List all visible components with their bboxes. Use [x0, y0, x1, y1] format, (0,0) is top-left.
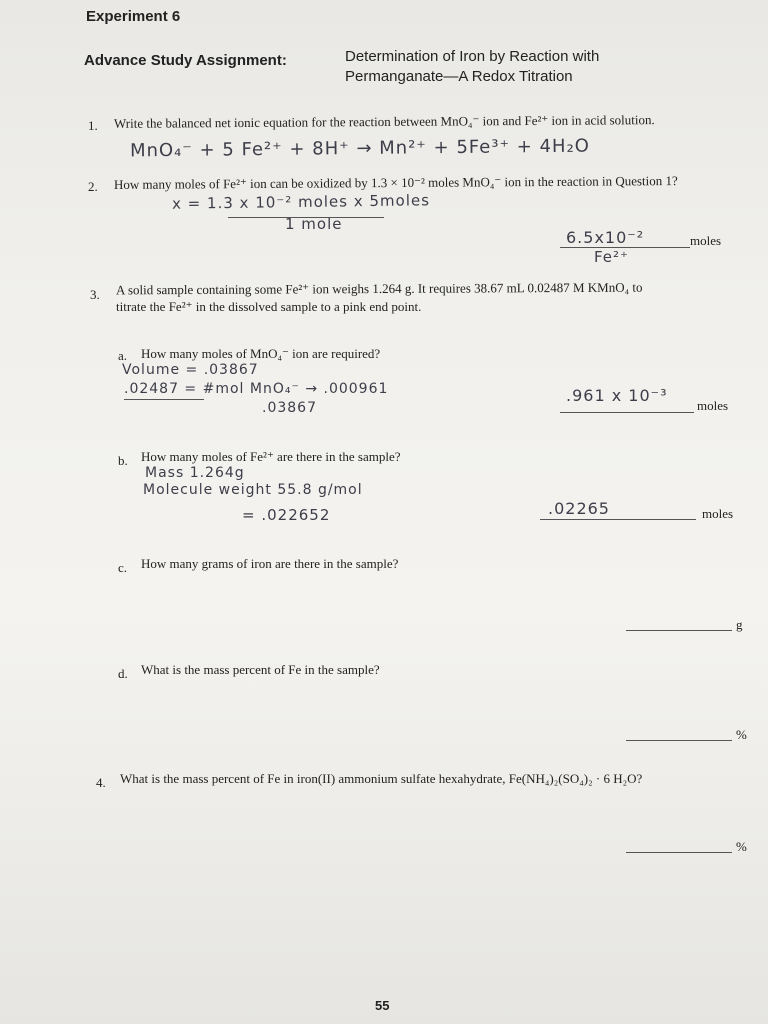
q3a-work-denominator: .03867 [262, 400, 317, 416]
q4-answer-line [626, 852, 732, 853]
q3c-text: How many grams of iron are there in the sample? [141, 556, 399, 571]
q2-answer: 6.5x10⁻² [566, 228, 645, 247]
assignment-label: Advance Study Assignment: [84, 52, 287, 69]
q2-work-numerator: x = 1.3 x 10⁻² moles x 5moles [171, 191, 431, 213]
q3-text-line1: A solid sample containing some Fe²⁺ ion weighs 1.264 g. It requires 38.67 mL 0.02487 M KMnO₄ to [115, 279, 643, 298]
q1-text: Write the balanced net ionic equation for the reaction between MnO₄⁻ ion and Fe²⁺ ion in acid solution. [113, 112, 655, 131]
q3a-unit: moles [697, 398, 729, 413]
q1-number: 1. [88, 118, 98, 133]
q2-answer-note: Fe²⁺ [594, 248, 629, 266]
q3b-work-mass: Mass 1.264g [145, 465, 245, 481]
q2-number: 2. [88, 179, 98, 194]
q3b-answer-line [540, 519, 696, 520]
q3d-label: d. [118, 666, 128, 681]
q4-text: What is the mass percent of Fe in iron(II) ammonium sulfate hexahydrate, Fe(NH₄)₂(SO₄)₂ · 6 H₂O? [120, 771, 643, 786]
q2-unit: moles [690, 233, 722, 248]
q3c-unit: g [736, 617, 743, 632]
q3b-text: How many moles of Fe²⁺ are there in the sample? [141, 449, 401, 464]
q3a-work-equation: .02487 = #mol MnO₄⁻ → .000961 [124, 381, 389, 397]
q3b-work-result: = .022652 [242, 506, 331, 524]
page-number: 55 [375, 998, 390, 1013]
q3-number: 3. [90, 287, 100, 302]
q3c-answer-line [626, 630, 732, 631]
experiment-label: Experiment 6 [86, 8, 181, 25]
assignment-title-line1: Determination of Iron by Reaction with [345, 48, 600, 65]
assignment-title-line2: Permanganate—A Redox Titration [345, 68, 573, 85]
q3a-answer: .961 x 10⁻³ [566, 386, 668, 405]
q3a-answer-line [560, 412, 694, 413]
q4-number: 4. [96, 775, 106, 790]
q3a-label: a. [118, 348, 128, 363]
q3d-text: What is the mass percent of Fe in the sample? [141, 662, 380, 677]
q3a-text: How many moles of MnO₄⁻ ion are required? [141, 346, 381, 361]
q2-work-denominator: 1 mole [285, 215, 343, 233]
q3d-unit: % [736, 727, 747, 742]
q3-text-line2: titrate the Fe²⁺ in the dissolved sample to a pink end point. [116, 299, 422, 314]
q3b-answer: .02265 [548, 499, 610, 518]
q3a-work-volume: Volume = .03867 [122, 362, 259, 378]
q3a-fraction-bar [124, 399, 204, 400]
q4-unit: % [736, 839, 747, 854]
q3b-label: b. [118, 453, 128, 468]
q3b-unit: moles [702, 506, 734, 521]
q3d-answer-line [626, 740, 732, 741]
q2-text: How many moles of Fe²⁺ ion can be oxidized by 1.3 × 10⁻² moles MnO₄⁻ ion in the reaction in Question 1? [113, 173, 678, 192]
q3c-label: c. [118, 560, 128, 575]
q3b-work-molecular-weight: Molecule weight 55.8 g/mol [143, 482, 363, 498]
q1-handwritten-answer: MnO₄⁻ + 5 Fe²⁺ + 8H⁺ → Mn²⁺ + 5Fe³⁺ + 4H₂O [129, 135, 591, 162]
